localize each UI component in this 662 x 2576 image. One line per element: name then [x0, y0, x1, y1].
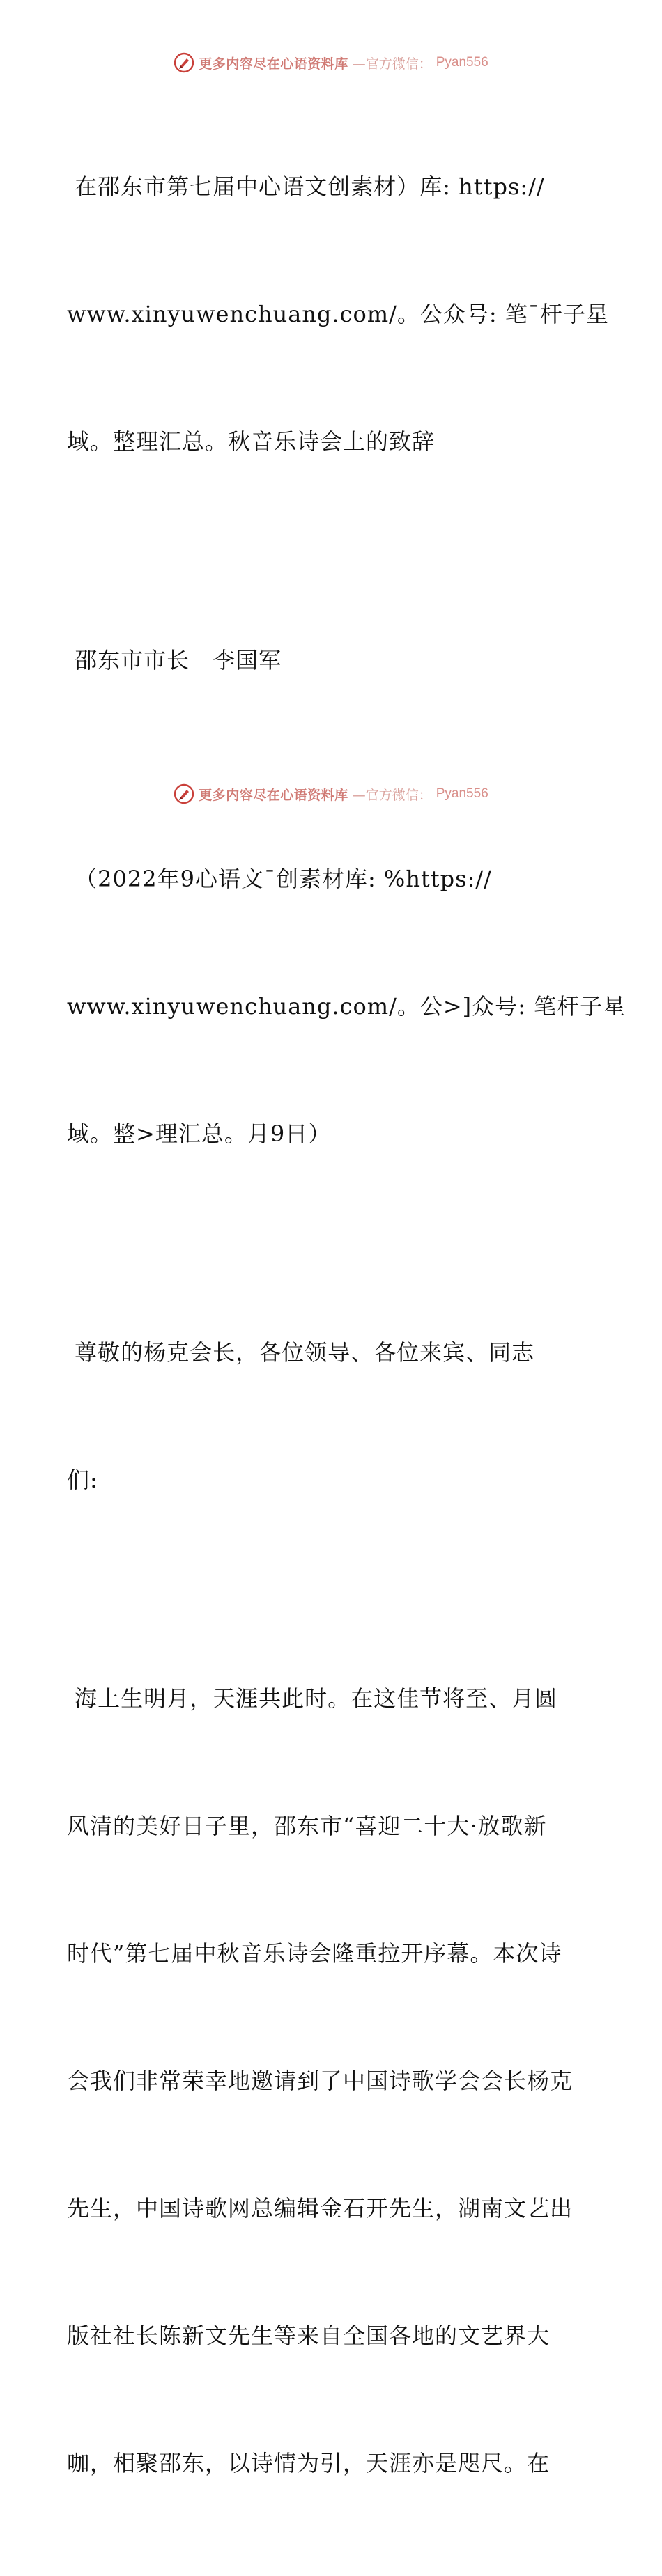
text-line: 先生，中国诗歌网总编辑金石开先生，湖南文艺出 — [67, 2195, 574, 2222]
paragraph-body — [67, 1593, 596, 2570]
watermark-sub-text: —官方微信： — [352, 56, 432, 72]
text-line: www.xinyuwenchuang.com/。公>]众号: 笔杆子星 — [67, 993, 626, 1020]
text-line: 风清的美好日子里，邵东市“喜迎二十大·放歌新 — [67, 1813, 547, 1839]
paragraph-intro — [67, 81, 609, 548]
paragraph-salutation — [67, 1247, 596, 1586]
text-line: （2022年9心语文¯创素材库: %https:// — [67, 866, 492, 892]
text-line: 海上生明月，天涯共此时。在这佳节将至、月圆 — [67, 1685, 558, 1712]
watermark-sub-text: —官方微信： — [352, 787, 432, 803]
text-line: 邵东市市长 李国军 — [67, 647, 282, 673]
text-line: 会我们非常荣幸地邀请到了中国诗歌学会会长杨克 — [67, 2068, 574, 2094]
pen-circle-logo-icon — [174, 52, 194, 73]
text-line: 版社社长陈新文先生等来自全国各地的文艺界大 — [67, 2323, 551, 2349]
text-line: 尊敬的杨克会长，各位领导、各位来宾、同志 — [67, 1339, 535, 1366]
text-line: 咖，相聚邵东，以诗情为引，天涯亦是咫尺。在 — [67, 2450, 551, 2476]
watermark-wechat-id: Pyan556 — [436, 55, 488, 70]
watermark-main-text: 更多内容尽在心语资料库 — [199, 56, 348, 72]
text-line: 在邵东市第七届中心语文创素材）库: https:// — [67, 173, 545, 200]
text-line: 时代”第七届中秋音乐诗会隆重拉开序幕。本次诗 — [67, 1940, 562, 1967]
document-body — [67, 81, 626, 2576]
text-line: 域。整理汇总。秋音乐诗会上的致辞 — [67, 428, 436, 455]
watermark-footer — [0, 781, 662, 806]
watermark-main-text: 更多内容尽在心语资料库 — [199, 787, 348, 803]
paragraph-date — [67, 773, 626, 1240]
watermark-wechat-id: Pyan556 — [436, 786, 488, 801]
pen-circle-logo-icon — [174, 783, 194, 804]
text-line: 域。整>理汇总。月9日） — [67, 1121, 332, 1147]
text-line: 们: — [67, 1467, 98, 1493]
text-line: www.xinyuwenchuang.com/。公众号: 笔¯杆子星 — [67, 301, 609, 327]
paragraph-speaker — [67, 554, 596, 767]
watermark-header — [0, 50, 662, 75]
